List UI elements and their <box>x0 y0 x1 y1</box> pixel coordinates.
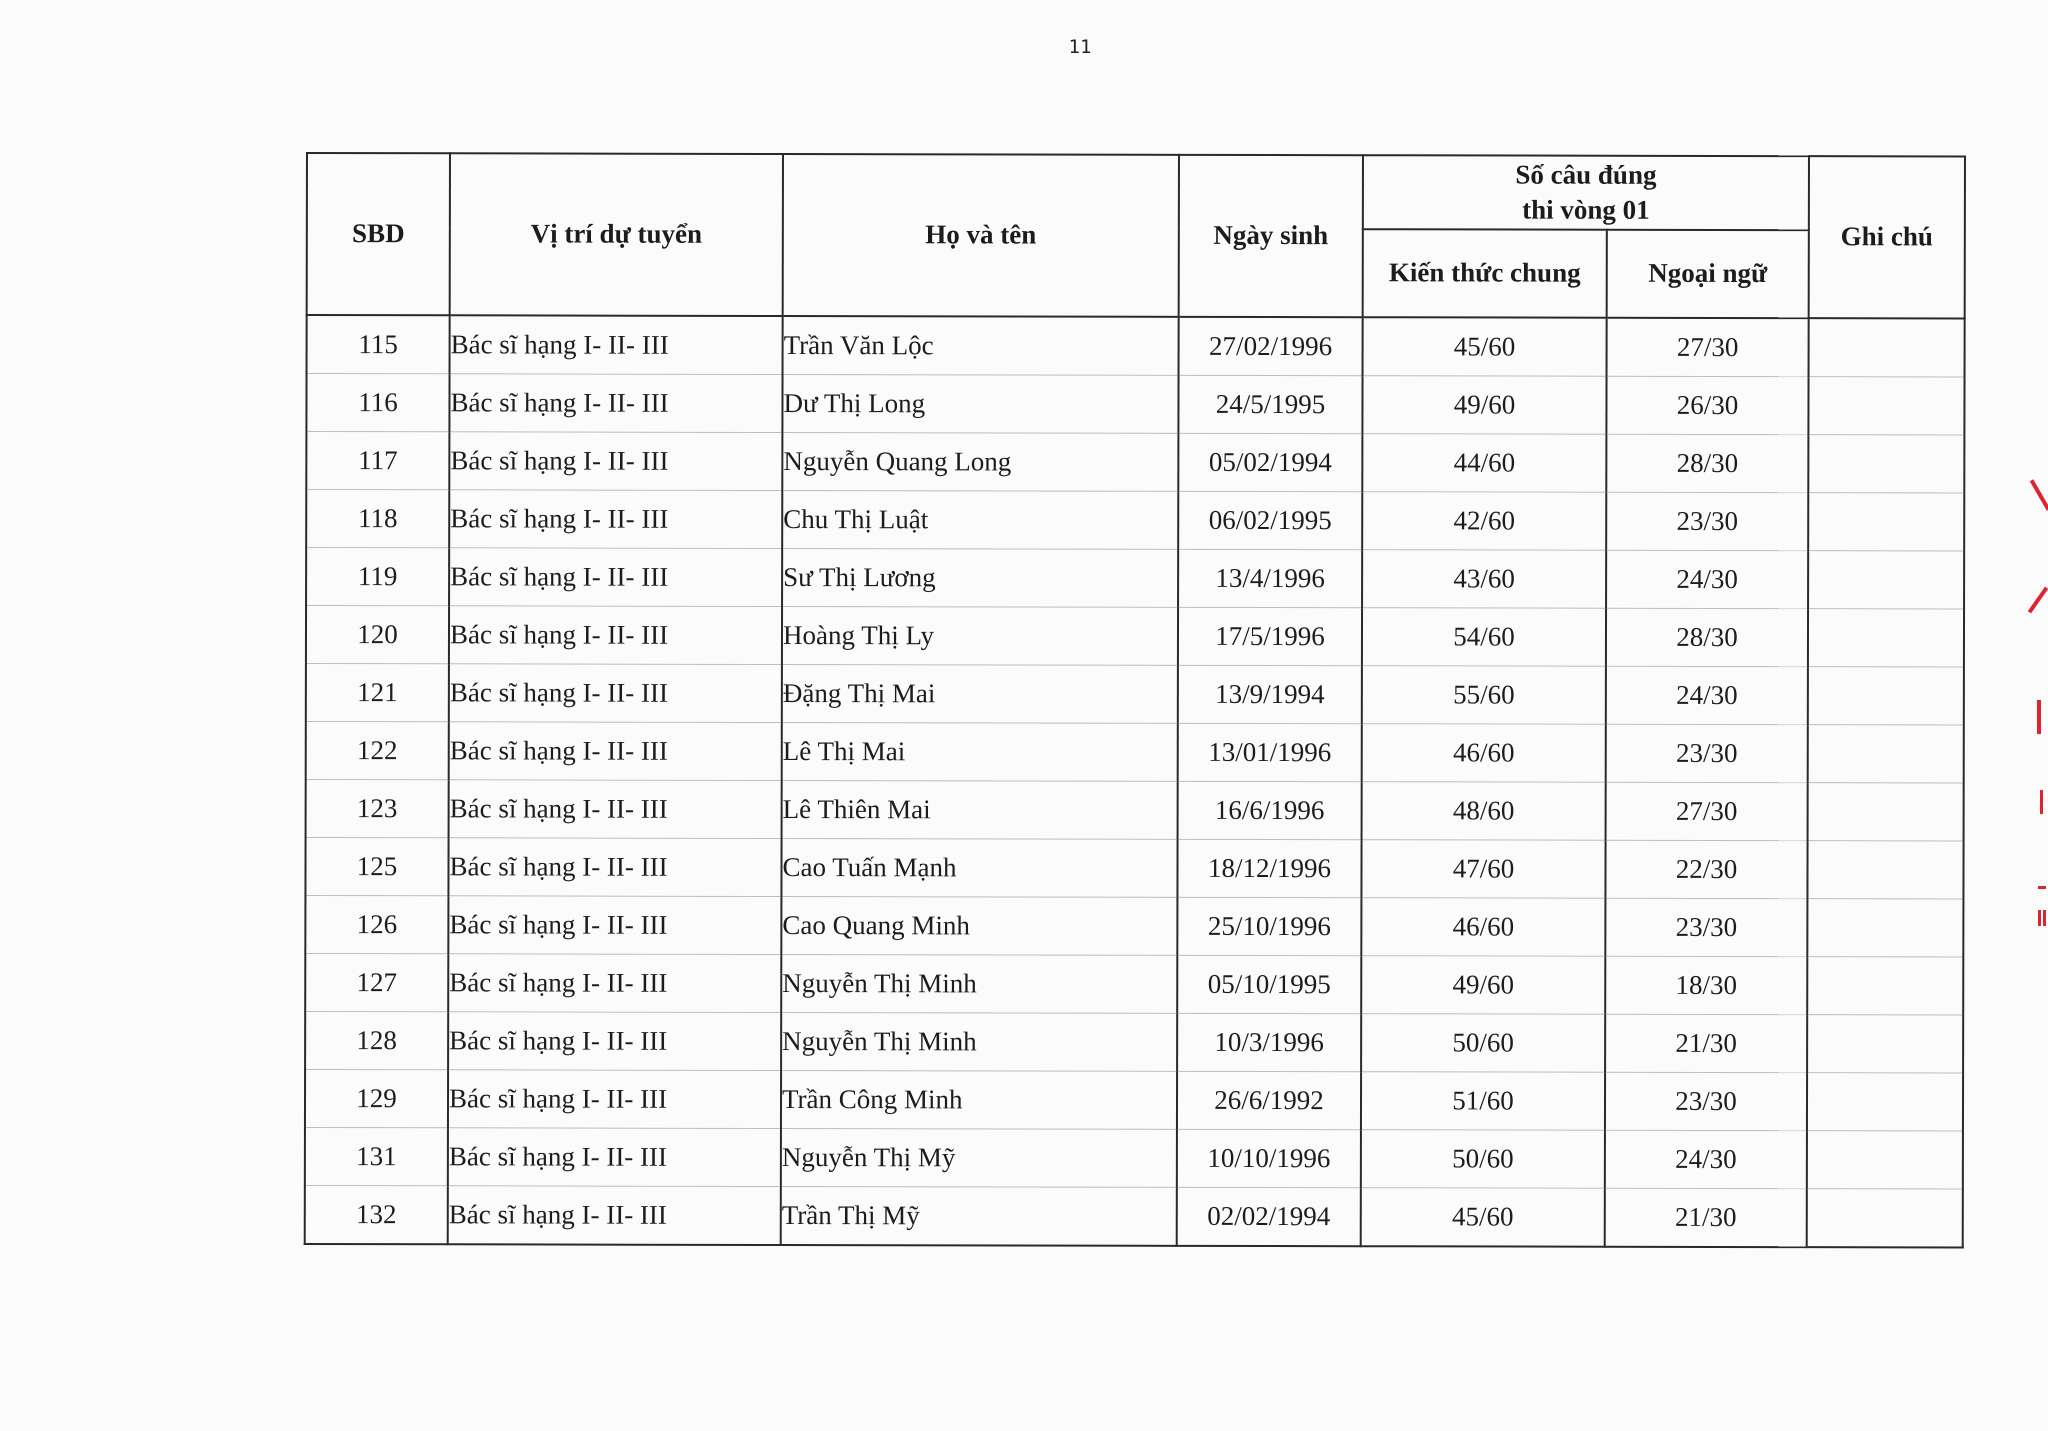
dob-cell: 13/9/1994 <box>1178 665 1362 723</box>
language-score-cell: 24/30 <box>1606 666 1808 724</box>
position-cell: Bác sĩ hạng I- II- III <box>449 664 782 723</box>
name-cell: Hoàng Thị Ly <box>782 606 1178 665</box>
knowledge-score-cell: 46/60 <box>1361 898 1605 957</box>
table-row <box>305 838 1963 899</box>
sbd-cell: 120 <box>306 606 449 664</box>
note-cell <box>1808 377 1964 435</box>
position-cell: Bác sĩ hạng I- II- III <box>448 954 781 1013</box>
name-cell: Trần Công Minh <box>781 1070 1177 1129</box>
note-cell <box>1808 609 1964 667</box>
language-score-cell: 23/30 <box>1605 1072 1807 1130</box>
knowledge-score-cell: 42/60 <box>1362 492 1606 551</box>
name-cell: Cao Quang Minh <box>781 896 1177 955</box>
language-score-cell: 28/30 <box>1606 434 1808 492</box>
position-cell: Bác sĩ hạng I- II- III <box>449 490 782 549</box>
stamp-edge-mark <box>2043 910 2046 926</box>
sbd-cell: 132 <box>305 1185 448 1244</box>
sbd-cell: 128 <box>305 1012 448 1070</box>
sbd-cell: 117 <box>306 432 449 490</box>
name-cell: Trần Thị Mỹ <box>781 1186 1177 1245</box>
position-cell: Bác sĩ hạng I- II- III <box>449 374 782 433</box>
name-cell: Nguyễn Quang Long <box>782 432 1178 491</box>
table-row <box>307 315 1965 377</box>
position-cell: Bác sĩ hạng I- II- III <box>450 315 783 374</box>
dob-cell: 13/01/1996 <box>1178 723 1362 781</box>
note-cell <box>1808 667 1964 725</box>
table-row <box>305 1012 1963 1073</box>
header-language: Ngoại ngữ <box>1607 230 1809 318</box>
dob-cell: 16/6/1996 <box>1178 781 1362 839</box>
table-row <box>305 1070 1963 1131</box>
dob-cell: 02/02/1994 <box>1177 1187 1361 1246</box>
note-cell <box>1808 783 1964 841</box>
sbd-cell: 121 <box>306 664 449 722</box>
language-score-cell: 23/30 <box>1605 898 1807 956</box>
name-cell: Nguyễn Thị Minh <box>781 954 1177 1013</box>
note-cell <box>1807 841 1963 899</box>
name-cell: Dư Thị Long <box>782 374 1178 433</box>
name-cell: Chu Thị Luật <box>782 490 1178 549</box>
sbd-cell: 131 <box>305 1128 448 1186</box>
header-note: Ghi chú <box>1809 156 1965 318</box>
name-cell: Lê Thiên Mai <box>782 780 1178 839</box>
language-score-cell: 28/30 <box>1606 608 1808 666</box>
table-row <box>306 490 1964 551</box>
knowledge-score-cell: 49/60 <box>1362 376 1606 435</box>
stamp-edge-mark <box>2037 700 2041 734</box>
name-cell: Đặng Thị Mai <box>782 664 1178 723</box>
table-body <box>305 315 1965 1247</box>
knowledge-score-cell: 45/60 <box>1363 317 1607 376</box>
position-cell: Bác sĩ hạng I- II- III <box>448 896 781 955</box>
table-row <box>305 896 1963 957</box>
language-score-cell: 22/30 <box>1605 840 1807 898</box>
note-cell <box>1807 1015 1963 1073</box>
stamp-edge-mark <box>2040 790 2043 814</box>
header-knowledge: Kiến thức chung <box>1363 229 1607 318</box>
table-row <box>306 780 1964 841</box>
dob-cell: 10/3/1996 <box>1177 1013 1361 1071</box>
note-cell <box>1807 1189 1963 1248</box>
sbd-cell: 129 <box>305 1070 448 1128</box>
language-score-cell: 27/30 <box>1607 318 1809 377</box>
knowledge-score-cell: 44/60 <box>1362 434 1606 493</box>
knowledge-score-cell: 49/60 <box>1361 956 1605 1015</box>
sbd-cell: 126 <box>305 896 448 954</box>
name-cell: Cao Tuấn Mạnh <box>781 838 1177 897</box>
note-cell <box>1807 1073 1963 1131</box>
table-row <box>306 606 1964 667</box>
page-number: 11 <box>1068 36 1092 58</box>
header-sbd: SBD <box>307 153 450 315</box>
sbd-cell: 127 <box>305 954 448 1012</box>
position-cell: Bác sĩ hạng I- II- III <box>449 606 782 665</box>
knowledge-score-cell: 51/60 <box>1361 1072 1605 1131</box>
table-row <box>306 664 1964 725</box>
table-row <box>305 1185 1963 1247</box>
dob-cell: 05/02/1994 <box>1178 433 1362 491</box>
header-correct-answers <box>1363 155 1809 230</box>
note-cell <box>1808 493 1964 551</box>
position-cell: Bác sĩ hạng I- II- III <box>448 1128 781 1187</box>
language-score-cell: 23/30 <box>1606 492 1808 550</box>
dob-cell: 17/5/1996 <box>1178 607 1362 665</box>
position-cell: Bác sĩ hạng I- II- III <box>448 1186 781 1245</box>
language-score-cell: 27/30 <box>1606 782 1808 840</box>
stamp-edge-mark <box>2038 910 2041 926</box>
knowledge-score-cell: 45/60 <box>1361 1188 1605 1247</box>
language-score-cell: 21/30 <box>1605 1014 1807 1072</box>
table-row <box>306 722 1964 783</box>
sbd-cell: 122 <box>306 722 449 780</box>
table-row <box>306 374 1964 435</box>
note-cell <box>1809 318 1965 377</box>
table-row <box>306 432 1964 493</box>
header-name: Họ và tên <box>783 154 1179 317</box>
dob-cell: 26/6/1992 <box>1177 1071 1361 1129</box>
table-row <box>305 954 1963 1015</box>
note-cell <box>1807 957 1963 1015</box>
note-cell <box>1807 1131 1963 1189</box>
name-cell: Trần Văn Lộc <box>783 316 1179 375</box>
language-score-cell: 24/30 <box>1606 550 1808 608</box>
header-correct-answers-line2: thi vòng 01 <box>1522 194 1650 225</box>
position-cell: Bác sĩ hạng I- II- III <box>449 722 782 781</box>
name-cell: Nguyễn Thị Mỹ <box>781 1128 1177 1187</box>
knowledge-score-cell: 47/60 <box>1361 840 1605 899</box>
dob-cell: 06/02/1995 <box>1178 491 1362 549</box>
position-cell: Bác sĩ hạng I- II- III <box>448 838 781 897</box>
dob-cell: 05/10/1995 <box>1177 955 1361 1013</box>
name-cell: Nguyễn Thị Minh <box>781 1012 1177 1071</box>
sbd-cell: 115 <box>307 315 450 374</box>
knowledge-score-cell: 48/60 <box>1362 782 1606 841</box>
knowledge-score-cell: 50/60 <box>1361 1014 1605 1073</box>
dob-cell: 24/5/1995 <box>1178 375 1362 433</box>
dob-cell: 18/12/1996 <box>1177 839 1361 897</box>
table-header <box>307 153 1965 318</box>
dob-cell: 10/10/1996 <box>1177 1129 1361 1187</box>
note-cell <box>1808 551 1964 609</box>
language-score-cell: 24/30 <box>1605 1130 1807 1188</box>
knowledge-score-cell: 43/60 <box>1362 550 1606 609</box>
table-row <box>306 548 1964 609</box>
dob-cell: 13/4/1996 <box>1178 549 1362 607</box>
position-cell: Bác sĩ hạng I- II- III <box>449 432 782 491</box>
stamp-edge-mark <box>2030 479 2048 510</box>
sbd-cell: 123 <box>306 780 449 838</box>
position-cell: Bác sĩ hạng I- II- III <box>448 1070 781 1129</box>
position-cell: Bác sĩ hạng I- II- III <box>448 1012 781 1071</box>
language-score-cell: 18/30 <box>1605 956 1807 1014</box>
language-score-cell: 21/30 <box>1605 1188 1807 1247</box>
note-cell <box>1807 899 1963 957</box>
language-score-cell: 23/30 <box>1606 724 1808 782</box>
knowledge-score-cell: 54/60 <box>1362 608 1606 667</box>
language-score-cell: 26/30 <box>1606 376 1808 434</box>
results-table <box>304 152 1966 1248</box>
sbd-cell: 118 <box>306 490 449 548</box>
stamp-edge-mark <box>2028 587 2048 614</box>
name-cell: Sư Thị Lương <box>782 548 1178 607</box>
knowledge-score-cell: 55/60 <box>1362 666 1606 725</box>
knowledge-score-cell: 46/60 <box>1362 724 1606 783</box>
header-correct-answers-line1: Số câu đúng <box>1515 159 1657 190</box>
header-position: Vị trí dự tuyển <box>450 153 783 316</box>
note-cell <box>1808 435 1964 493</box>
sbd-cell: 116 <box>306 374 449 432</box>
stamp-edge-mark <box>2038 886 2046 889</box>
dob-cell: 25/10/1996 <box>1177 897 1361 955</box>
name-cell: Lê Thị Mai <box>782 722 1178 781</box>
knowledge-score-cell: 50/60 <box>1361 1130 1605 1189</box>
dob-cell: 27/02/1996 <box>1179 317 1363 376</box>
sbd-cell: 119 <box>306 548 449 606</box>
note-cell <box>1808 725 1964 783</box>
header-dob: Ngày sinh <box>1179 155 1363 317</box>
table-row <box>305 1128 1963 1189</box>
position-cell: Bác sĩ hạng I- II- III <box>449 780 782 839</box>
sbd-cell: 125 <box>305 838 448 896</box>
position-cell: Bác sĩ hạng I- II- III <box>449 548 782 607</box>
